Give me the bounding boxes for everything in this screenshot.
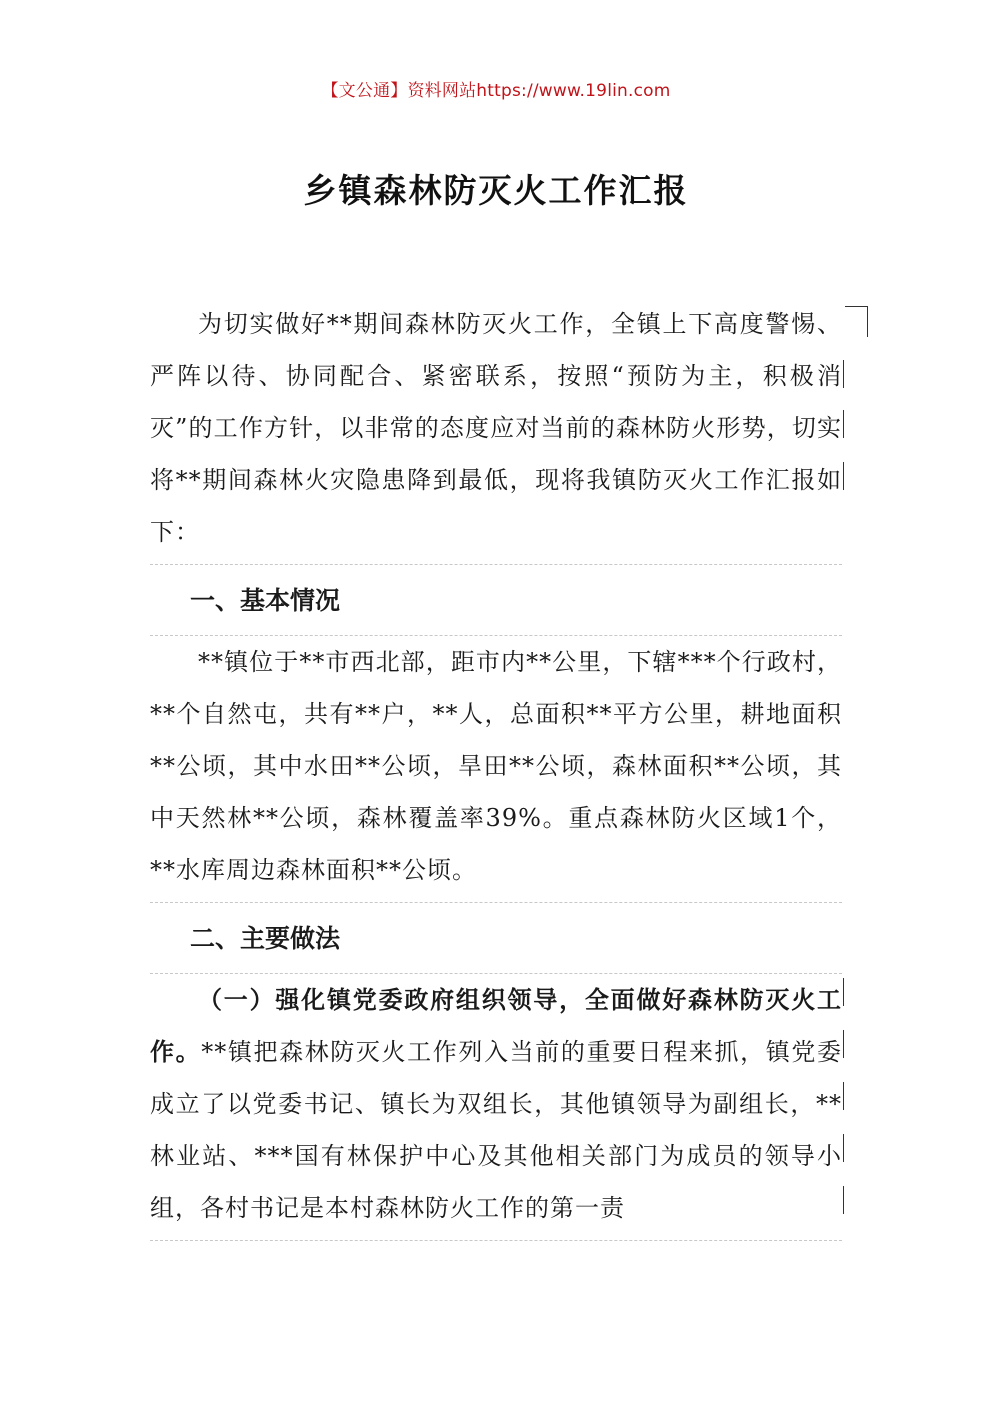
right-margin-mark bbox=[843, 1186, 844, 1214]
section-heading-main-measures: 二、主要做法 bbox=[150, 909, 842, 974]
right-margin-mark bbox=[843, 410, 844, 438]
right-margin-mark bbox=[843, 360, 844, 388]
source-website-link[interactable]: 【文公通】资料网站https://www.19lin.com bbox=[321, 81, 671, 101]
right-margin-mark bbox=[843, 1030, 844, 1058]
right-margin-mark bbox=[843, 978, 844, 1006]
document-title: 乡镇森林防灭火工作汇报 bbox=[303, 171, 689, 210]
right-margin-mark bbox=[843, 1134, 844, 1162]
margin-corner-mark bbox=[845, 306, 868, 337]
basic-info-paragraph: **镇位于**市西北部，距市内**公里，下辖***个行政村，**个自然屯，共有**户，**人，总面积**平方公里，耕地面积**公顷，其中水田**公顷，旱田**公顷，森林面积**公顷，其中天然林**公顷，森林覆盖率39%。重点森林防火区域1个，**水库周边森林面积**公顷。 bbox=[150, 636, 842, 903]
right-margin-mark bbox=[843, 462, 844, 490]
section-heading-basic-info: 一、基本情况 bbox=[150, 571, 842, 636]
right-margin-mark bbox=[843, 1082, 844, 1110]
subsection-heading-leadership: （一）强化镇党委政府组织领导，全面做好森林防灭火工作。 bbox=[150, 986, 842, 1066]
intro-paragraph: 为切实做好**期间森林防灭火工作，全镇上下高度警惕、严阵以待、协同配合、紧密联系，按照“预防为主，积极消灭”的工作方针，以非常的态度应对当前的森林防火形势，切实将**期间森林火灾隐患降到最低，现将我镇防灭火工作汇报如下： bbox=[150, 298, 842, 565]
measures-paragraph-1 bbox=[150, 974, 842, 1241]
document-body bbox=[150, 298, 842, 1241]
subsection-body-leadership: **镇把森林防灭火工作列入当前的重要日程来抓，镇党委成立了以党委书记、镇长为双组长，其他镇领导为副组长，**林业站、***国有林保护中心及其他相关部门为成员的领导小组，各村书记是本村森林防火工作的第一责 bbox=[150, 1038, 843, 1222]
